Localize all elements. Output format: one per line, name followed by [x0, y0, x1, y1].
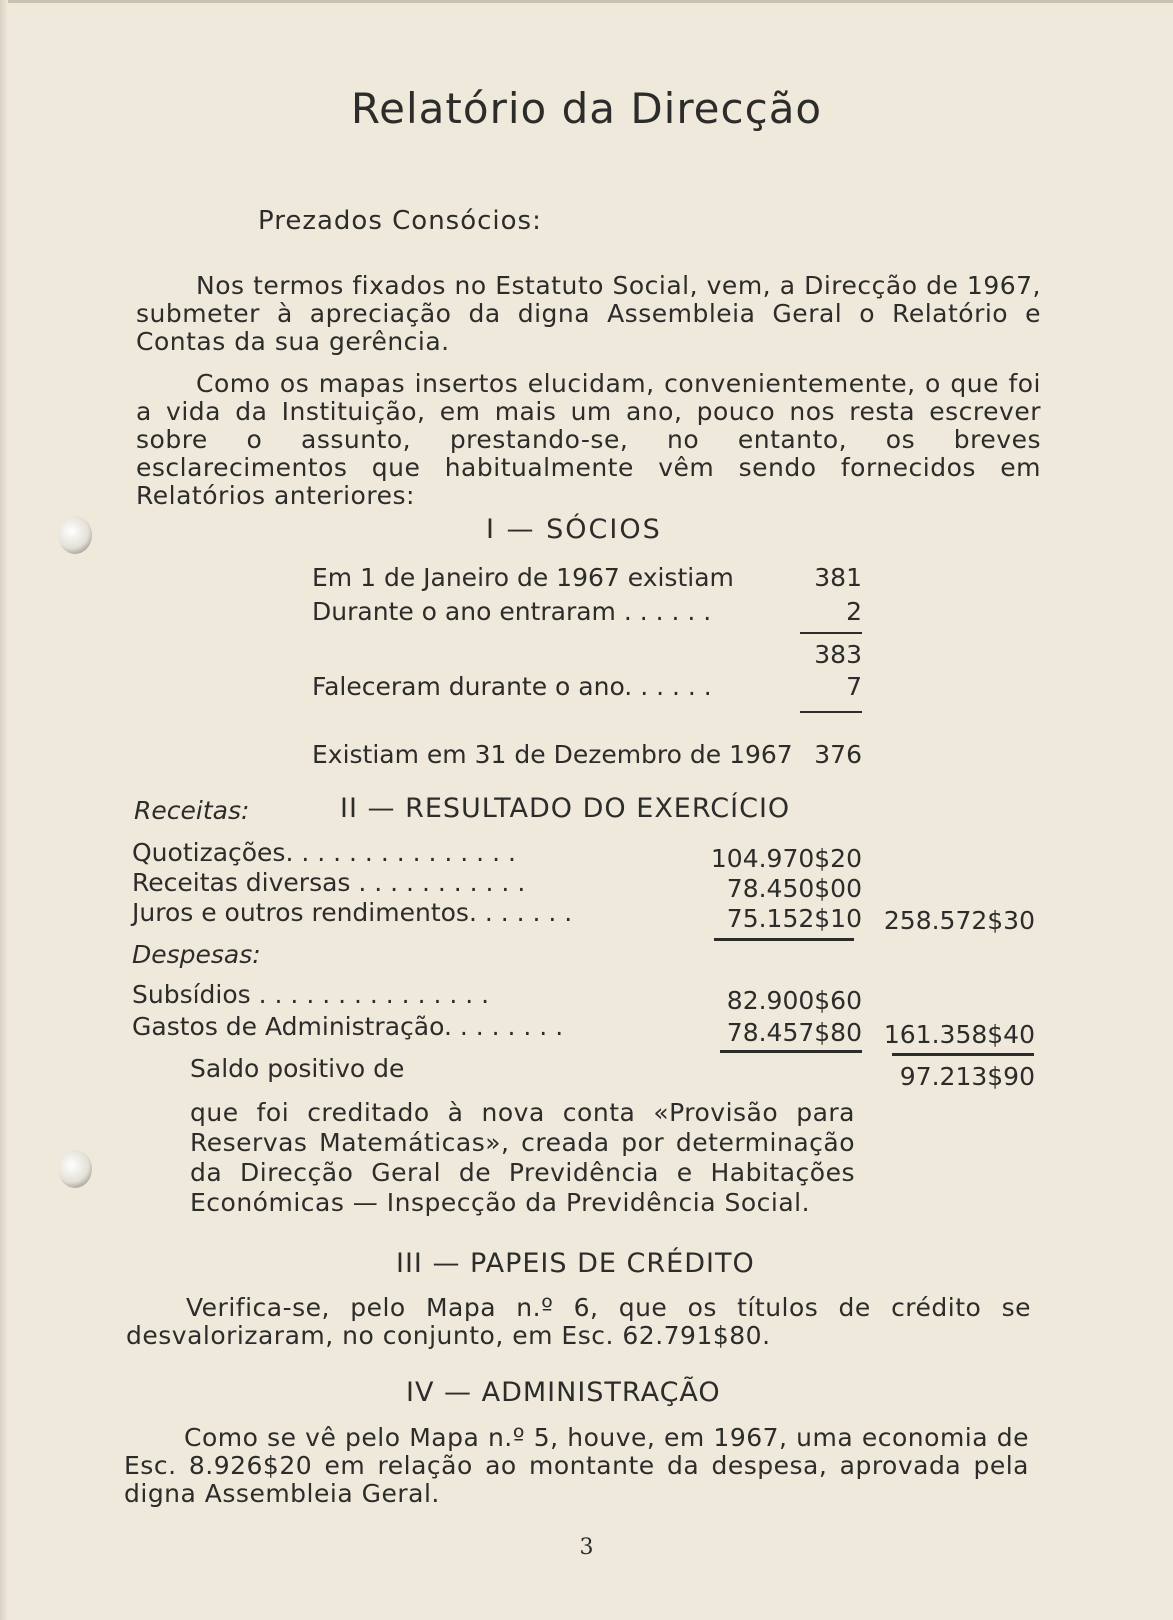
- receitas-label: Receitas:: [134, 796, 250, 825]
- administracao-heading: IV — ADMINISTRAÇÃO: [406, 1377, 721, 1408]
- sum-rule: [714, 938, 854, 941]
- receita-label: Juros e outros rendimentos. . . . . . .: [132, 898, 573, 927]
- socios-row-value: 381: [814, 563, 862, 592]
- sum-rule: [800, 711, 862, 713]
- page-left-edge: [0, 0, 8, 1620]
- despesas-label: Despesas:: [132, 940, 261, 969]
- socios-row-value: 7: [846, 672, 862, 701]
- resultado-heading: II — RESULTADO DO EXERCÍCIO: [340, 793, 791, 824]
- despesa-value: 78.457$80: [726, 1018, 862, 1047]
- receita-value: 104.970$20: [710, 844, 862, 873]
- papeis-text: Verifica-se, pelo Mapa n.º 6, que os títulos de crédito se desvalorizaram, no conjunto, em Esc. 62.791$80.: [126, 1293, 1031, 1350]
- receita-label: Receitas diversas . . . . . . . . . . .: [132, 868, 526, 897]
- punch-hole-icon: [58, 1150, 92, 1188]
- saldo-text: que foi creditado à nova conta «Provisão para Reservas Matemáticas», creada por determinação da Direcção Geral de Previdência e Habitações Económicas — Inspecção da Previdência Social.: [190, 1098, 855, 1217]
- punch-hole-icon: [58, 516, 92, 554]
- socios-row-label: Em 1 de Janeiro de 1967 existiam: [312, 563, 734, 592]
- socios-row-label: Durante o ano entraram . . . . . .: [312, 597, 712, 626]
- saldo-label: Saldo positivo de: [190, 1054, 405, 1083]
- receitas-total: 258.572$30: [883, 906, 1035, 935]
- saldo-value: 97.213$90: [899, 1062, 1035, 1091]
- sum-rule: [720, 1050, 862, 1053]
- socios-row-value: 2: [846, 597, 862, 626]
- receita-value: 78.450$00: [726, 874, 862, 903]
- despesa-label: Subsídios . . . . . . . . . . . . . . .: [132, 980, 490, 1009]
- page-title: Relatório da Direcção: [350, 84, 823, 133]
- receita-value: 75.152$10: [726, 904, 862, 933]
- socios-subtotal: 383: [814, 640, 862, 669]
- page-number: 3: [579, 1535, 594, 1560]
- despesa-label: Gastos de Administração. . . . . . . .: [132, 1012, 564, 1041]
- socios-total: 376: [814, 740, 862, 769]
- receita-label: Quotizações. . . . . . . . . . . . . . .: [132, 838, 516, 867]
- administracao-text: Como se vê pelo Mapa n.º 5, houve, em 1967, uma economia de Esc. 8.926$20 em relação ao montante da despesa, aprovada pela digna Assembleia Geral.: [124, 1423, 1029, 1508]
- socios-row-label: Faleceram durante o ano. . . . . .: [312, 672, 712, 701]
- sum-rule: [800, 632, 862, 634]
- page-top-edge: [0, 0, 1173, 3]
- salutation: Prezados Consócios:: [258, 206, 542, 236]
- despesa-value: 82.900$60: [726, 986, 862, 1015]
- despesas-total: 161.358$40: [883, 1020, 1035, 1049]
- socios-heading: I — SÓCIOS: [486, 514, 662, 545]
- intro-paragraph-2: Como os mapas insertos elucidam, convenientemente, o que foi a vida da Instituição, em mais um ano, pouco nos resta escrever sobre o assunto, prestando-se, no entanto, os breves esclarecimentos que habitualmente vêm sendo fornecidos em Relatórios anteriores:: [136, 369, 1041, 510]
- socios-row-label: Existiam em 31 de Dezembro de 1967: [312, 740, 793, 769]
- sum-rule: [892, 1053, 1034, 1056]
- papeis-heading: III — PAPEIS DE CRÉDITO: [396, 1248, 755, 1279]
- intro-paragraph-1: Nos termos fixados no Estatuto Social, vem, a Direcção de 1967, submeter à apreciação da digna Assembleia Geral o Relatório e Contas da sua gerência.: [136, 271, 1041, 356]
